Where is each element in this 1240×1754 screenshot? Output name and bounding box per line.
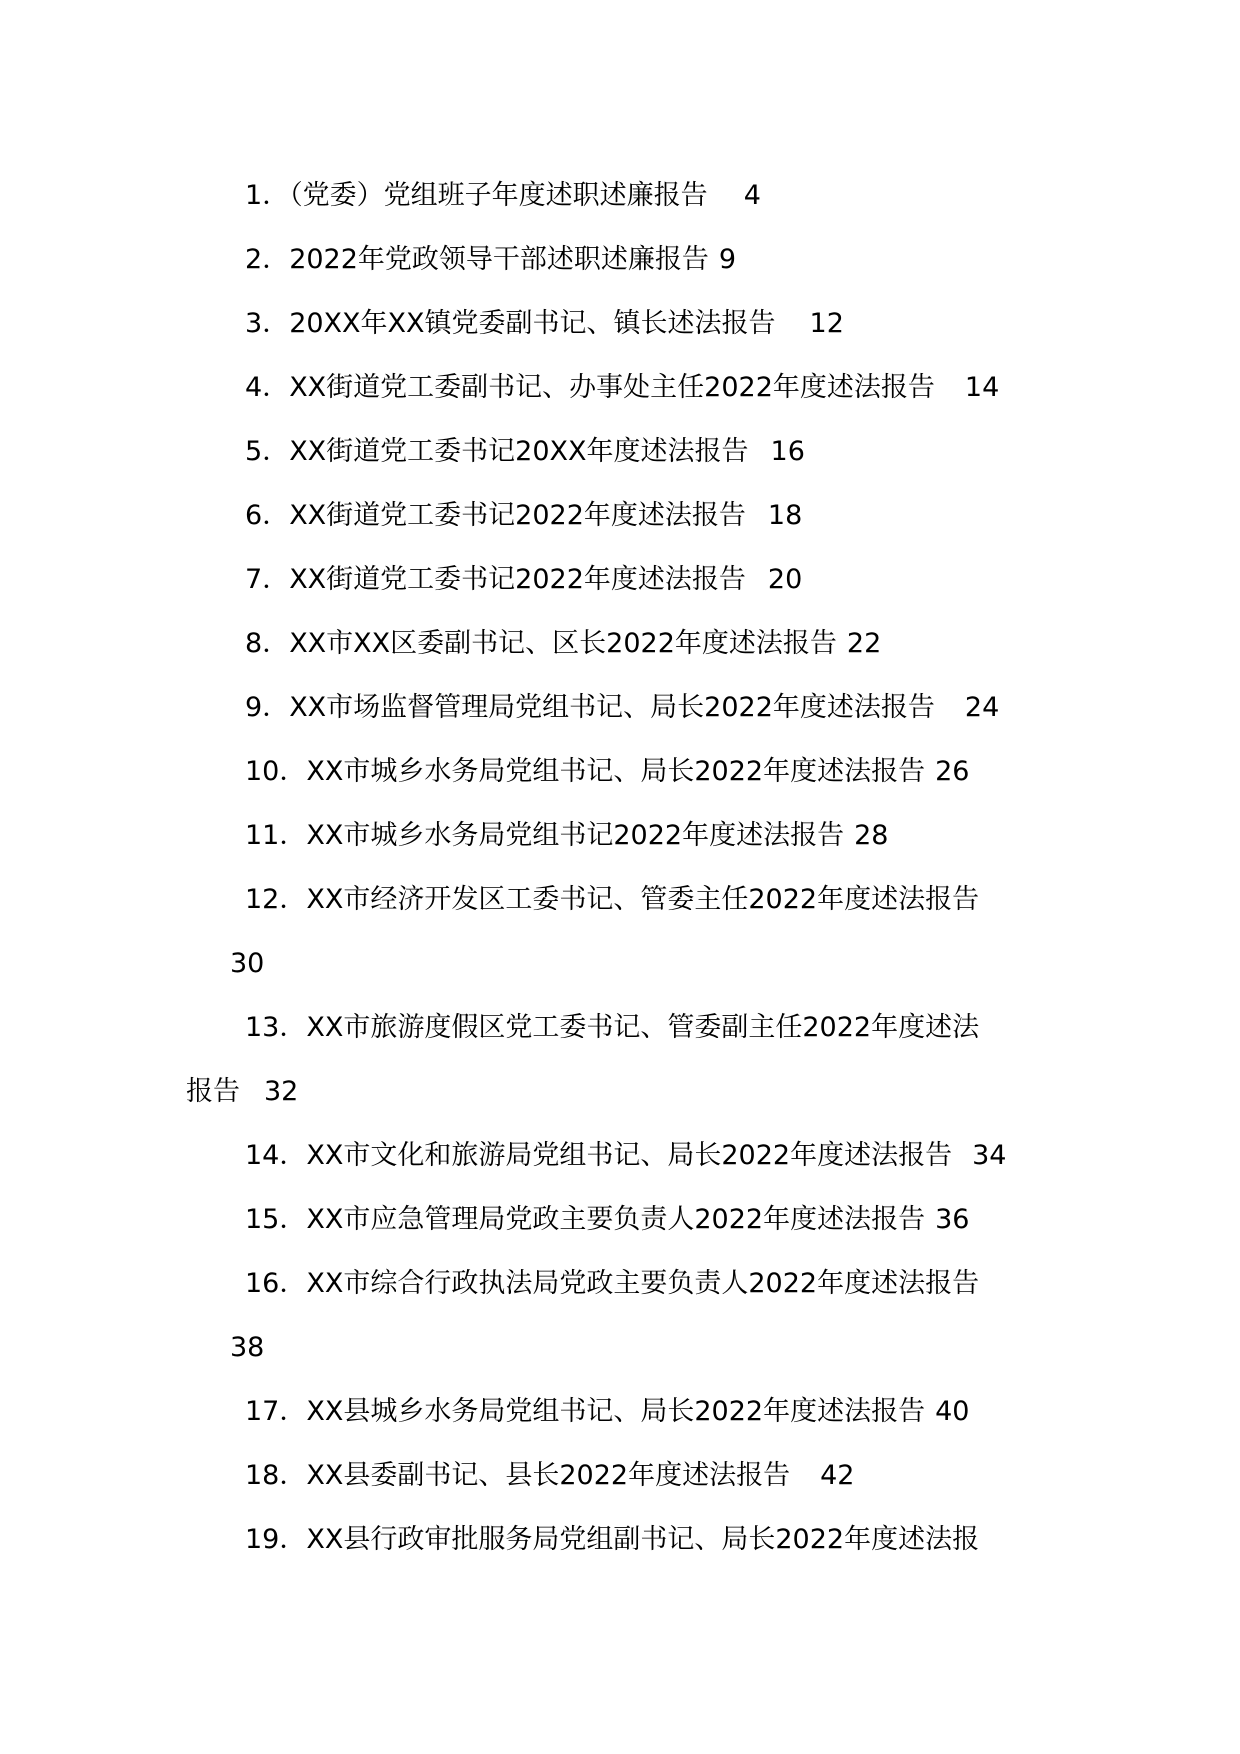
- toc-entry-separator: ．: [279, 1204, 307, 1235]
- toc-entry-title: XX市XX区委副书记、区长2022年度述法报告: [289, 628, 837, 659]
- toc-entry-page-number: 42: [820, 1460, 855, 1491]
- toc-entry-number: 3: [245, 308, 263, 339]
- toc-entry-number: 7: [245, 564, 263, 595]
- toc-entry-11[interactable]: [245, 816, 888, 856]
- toc-entry-title: XX市城乡水务局党组书记、局长2022年度述法报告: [306, 756, 926, 787]
- toc-entry-separator: ．: [262, 564, 290, 595]
- toc-entry-number: 13: [245, 1012, 280, 1043]
- toc-entry-page-number: 22: [846, 628, 882, 659]
- toc-entry-page-number: 12: [809, 308, 844, 339]
- toc-entry-17[interactable]: [245, 1392, 969, 1432]
- toc-entry-separator: ．: [279, 820, 307, 851]
- toc-entry-title: 20XX年XX镇党委副书记、镇长述法报告: [289, 308, 776, 339]
- toc-entry-separator: ．: [279, 756, 307, 787]
- toc-entry-title: XX市应急管理局党政主要负责人2022年度述法报告: [306, 1204, 926, 1235]
- toc-entry-3[interactable]: [245, 304, 844, 344]
- toc-entry-title: XX县委副书记、县长2022年度述法报告: [306, 1460, 791, 1491]
- toc-entry-separator: ．: [279, 1268, 307, 1299]
- toc-entry-number: 19: [245, 1524, 280, 1555]
- toc-entry-2[interactable]: [245, 240, 736, 280]
- toc-entry-title: XX街道党工委书记2022年度述法报告: [289, 500, 746, 531]
- toc-entry-number: 4: [245, 372, 263, 403]
- toc-entry-separator: ．: [279, 1012, 307, 1043]
- toc-entry-separator: ．: [279, 1460, 307, 1491]
- toc-entry-number: 15: [245, 1204, 280, 1235]
- toc-entry-4[interactable]: [245, 368, 999, 408]
- toc-entry-number: 5: [245, 436, 263, 467]
- toc-entry-12-continuation[interactable]: [230, 944, 264, 984]
- toc-entry-number: 12: [245, 884, 280, 915]
- toc-entry-page-number: 18: [767, 500, 803, 531]
- toc-entry-14[interactable]: [245, 1136, 1006, 1176]
- toc-entry-title-continuation: 报告: [186, 1076, 240, 1107]
- toc-entry-separator: ．: [262, 692, 290, 723]
- toc-entry-title: （党委）党组班子年度述职述廉报告: [289, 180, 708, 211]
- toc-entry-title: XX县行政审批服务局党组副书记、局长2022年度述法报: [306, 1524, 980, 1555]
- toc-entry-separator: ．: [262, 500, 290, 531]
- toc-entry-6[interactable]: [245, 496, 802, 536]
- toc-entry-title: XX市旅游度假区党工委书记、管委副主任2022年度述法: [306, 1012, 980, 1043]
- toc-entry-page-number: 38: [230, 1332, 265, 1363]
- toc-entry-separator: ．: [262, 372, 290, 403]
- toc-entry-page-number: 40: [935, 1396, 970, 1427]
- toc-entry-page-number: 4: [743, 180, 761, 211]
- toc-entry-page-number: 30: [230, 948, 265, 979]
- toc-entry-separator: ．: [262, 308, 290, 339]
- toc-entry-title: XX市城乡水务局党组书记2022年度述法报告: [306, 820, 845, 851]
- toc-entry-5[interactable]: [245, 432, 805, 472]
- toc-entry-number: 11: [245, 820, 280, 851]
- toc-entry-page-number: 32: [264, 1076, 299, 1107]
- toc-entry-page-number: 20: [767, 564, 803, 595]
- toc-entry-9[interactable]: [245, 688, 999, 728]
- toc-entry-8[interactable]: [245, 624, 881, 664]
- toc-entry-number: 2: [245, 244, 263, 275]
- toc-entry-title: XX街道党工委书记20XX年度述法报告: [289, 436, 749, 467]
- toc-entry-title: XX县城乡水务局党组书记、局长2022年度述法报告: [306, 1396, 926, 1427]
- toc-entry-13[interactable]: [245, 1008, 979, 1048]
- toc-entry-1[interactable]: [245, 176, 761, 216]
- toc-entry-number: 8: [245, 628, 263, 659]
- toc-entry-10[interactable]: [245, 752, 969, 792]
- toc-entry-separator: ．: [262, 180, 290, 211]
- toc-entry-separator: ．: [279, 1396, 307, 1427]
- toc-entry-number: 9: [245, 692, 263, 723]
- toc-entry-12[interactable]: [245, 880, 979, 920]
- toc-entry-title: XX市综合行政执法局党政主要负责人2022年度述法报告: [306, 1268, 980, 1299]
- toc-entry-title: XX市经济开发区工委书记、管委主任2022年度述法报告: [306, 884, 980, 915]
- toc-entry-18[interactable]: [245, 1456, 854, 1496]
- toc-entry-number: 17: [245, 1396, 280, 1427]
- toc-entry-page-number: 34: [972, 1140, 1007, 1171]
- toc-entry-page-number: 14: [964, 372, 1000, 403]
- toc-entry-number: 6: [245, 500, 263, 531]
- toc-entry-number: 18: [245, 1460, 280, 1491]
- toc-entry-19[interactable]: [245, 1520, 979, 1560]
- toc-entry-page-number: 9: [718, 244, 737, 275]
- toc-entry-7[interactable]: [245, 560, 802, 600]
- toc-entry-16[interactable]: [245, 1264, 979, 1304]
- toc-entry-separator: ．: [262, 244, 290, 275]
- toc-entry-separator: ．: [262, 628, 290, 659]
- toc-entry-13-continuation[interactable]: [186, 1072, 298, 1112]
- toc-entry-16-continuation[interactable]: [230, 1328, 264, 1368]
- toc-entry-15[interactable]: [245, 1200, 969, 1240]
- toc-entry-page-number: 26: [935, 756, 970, 787]
- toc-entry-separator: ．: [262, 436, 290, 467]
- toc-entry-title: XX街道党工委书记2022年度述法报告: [289, 564, 746, 595]
- toc-entry-title: XX街道党工委副书记、办事处主任2022年度述法报告: [289, 372, 935, 403]
- toc-entry-page-number: 24: [964, 692, 1000, 723]
- toc-entry-page-number: 28: [854, 820, 889, 851]
- toc-entry-separator: ．: [279, 884, 307, 915]
- toc-entry-number: 16: [245, 1268, 280, 1299]
- toc-entry-separator: ．: [279, 1140, 307, 1171]
- toc-entry-title: XX市文化和旅游局党组书记、局长2022年度述法报告: [306, 1140, 953, 1171]
- toc-entry-title: 2022年党政领导干部述职述廉报告: [289, 244, 709, 275]
- toc-entry-number: 1: [245, 180, 263, 211]
- toc-entry-separator: ．: [279, 1524, 307, 1555]
- toc-entry-number: 10: [245, 756, 280, 787]
- toc-entry-page-number: 16: [770, 436, 805, 467]
- toc-entry-page-number: 36: [935, 1204, 970, 1235]
- toc-entry-title: XX市场监督管理局党组书记、局长2022年度述法报告: [289, 692, 935, 723]
- toc-entry-number: 14: [245, 1140, 280, 1171]
